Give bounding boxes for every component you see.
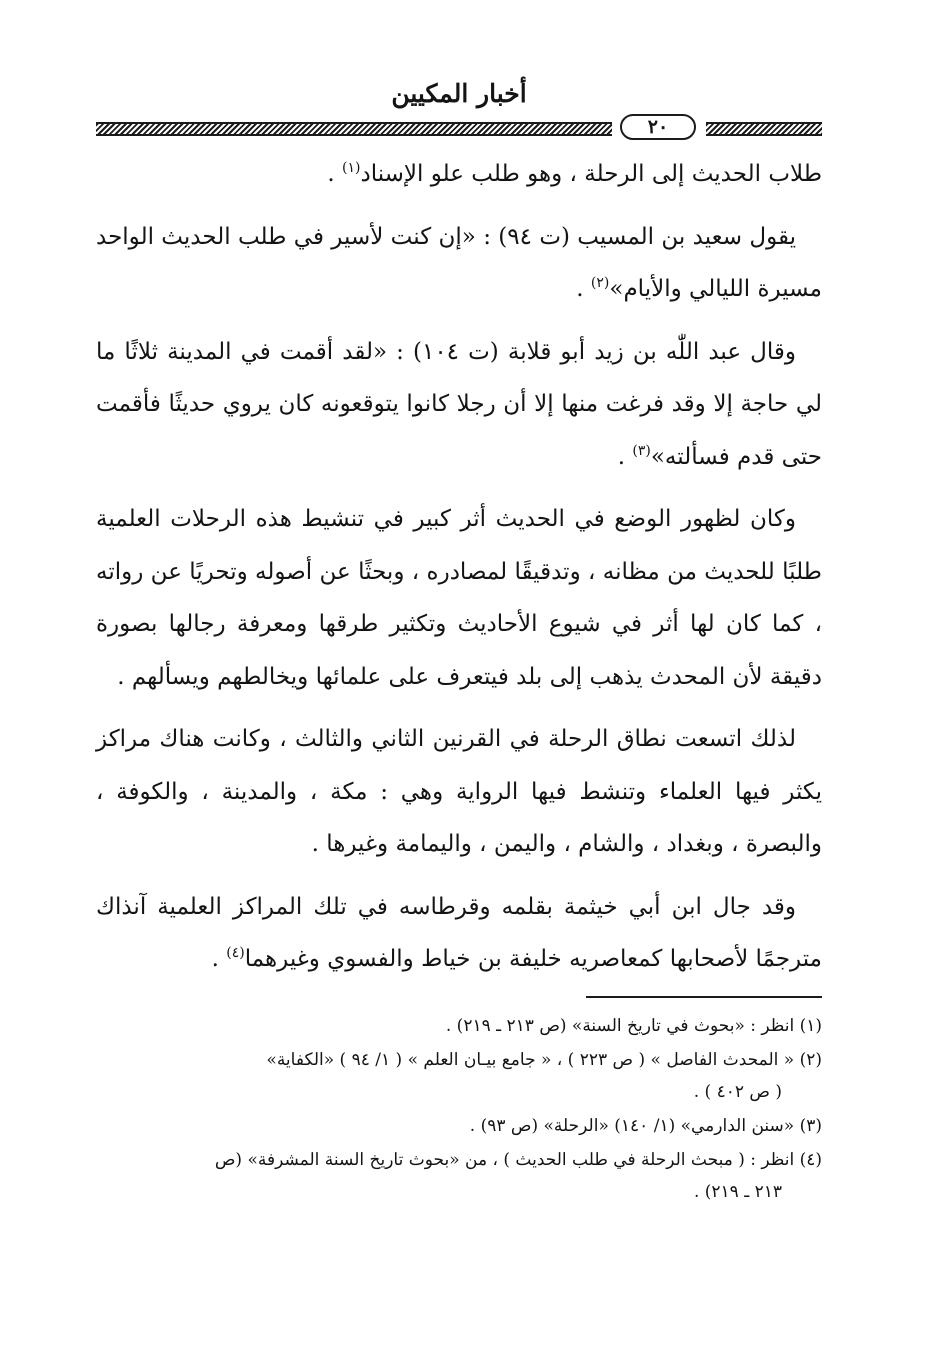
paragraph: وكان لظهور الوضع في الحديث أثر كبير في تنشيط هذه الرحلات العلمية طلبًا للحديث من مظانه ، وتدقيقًا لمصادره ، وبحثًا عن أصوله وتحريًا عن رواته ، كما كان لها أثر في شيوع الأحاديث وتكثير طرقها ومعرفة رجالها بصورة دقيقة لأن المحدث يذهب إلى بلد فيتعرف على علمائها ويخالطهم ويسألهم .	[96, 506, 822, 690]
page-number: ٢٠	[620, 114, 696, 140]
paragraph: وقد جال ابن أبي خيثمة بقلمه وقرطاسه في تلك المراكز العلمية آنذاك مترجمًا لأصحابها كمعاصريه خليفة بن خياط والفسوي وغيرهما$^{(٤)}$ .	[96, 893, 822, 972]
ornamental-rule-right	[706, 122, 822, 136]
header-rule	[96, 114, 822, 140]
paragraph: يقول سعيد بن المسيب (ت ٩٤) : «إن كنت لأسير في طلب الحديث الواحد مسيرة الليالي والأيام»$^{(٢)}$ .	[96, 223, 822, 302]
footnote-separator	[586, 996, 822, 998]
ornamental-rule-left	[96, 122, 612, 136]
running-title: أخبار المكيين	[391, 79, 527, 108]
footnotes	[96, 1010, 822, 1208]
book-page	[96, 78, 822, 1278]
footnote-ref: (٤)	[226, 945, 245, 961]
paragraph: لذلك اتسعت نطاق الرحلة في القرنين الثاني والثالث ، وكانت هناك مراكز يكثر فيها العلماء وتنشط فيها الرواية وهي : مكة ، والمدينة ، والكوفة ، والبصرة ، وبغداد ، والشام ، واليمن ، واليمامة وغيرها .	[96, 726, 822, 857]
paragraph: طلاب الحديث إلى الرحلة ، وهو طلب علو الإسناد$^{(١)}$ .	[327, 160, 822, 187]
body-text	[96, 148, 822, 986]
footnote-ref: (٢)	[590, 275, 610, 291]
footnote-2: (٢) « المحدث الفاصل » ( ص ٢٢٣ ) ، « جامع بيـان العلم » ( ١/ ٩٤ ) «الكفاية» ( ص ٤٠٢ ) .	[266, 1049, 822, 1102]
footnote-ref: (٣)	[632, 442, 651, 459]
footnote-3: (٣) «سنن الدارمي» (١/ ١٤٠) «الرحلة» (ص ٩٣) .	[469, 1115, 822, 1136]
footnote-1: (١) انظر : «بحوث في تاريخ السنة» (ص ٢١٣ ـ ٢١٩) .	[445, 1015, 822, 1036]
footnote-ref: (١)	[342, 160, 361, 176]
paragraph: وقال عبد اللّٰه بن زيد أبو قلابة (ت ١٠٤) : «لقد أقمت في المدينة ثلاثًا ما لي حاجة إلا وقد فرغت منها إلا أن رجلا كانوا يتوقعونه كان يروي حديثًا فأقمت حتى قدم فسألته»$^{(٣)}$ .	[96, 338, 822, 470]
footnote-4: (٤) انظر : ( مبحث الرحلة في طلب الحديث ) ، من «بحوث تاريخ السنة المشرفة» (ص ٢١٣ ـ ٢١٩) .	[214, 1149, 822, 1202]
